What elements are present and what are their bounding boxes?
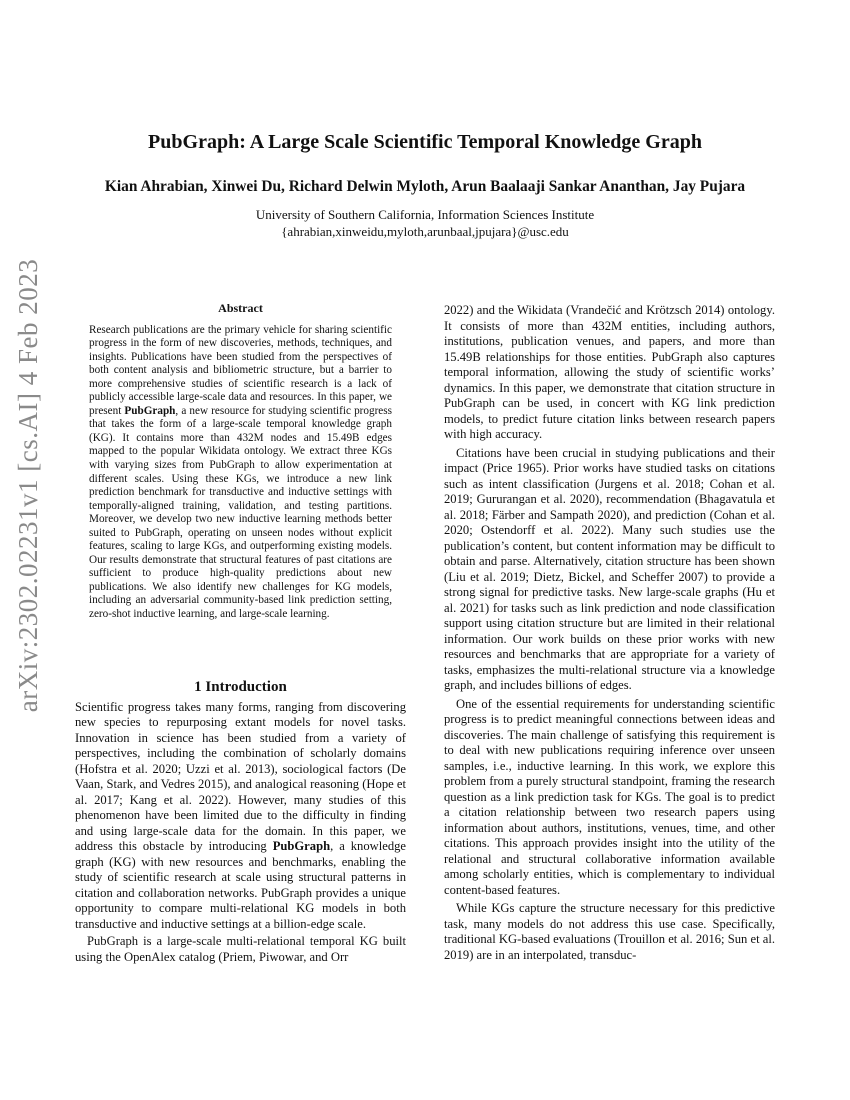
pubgraph-name: PubGraph xyxy=(124,404,176,417)
arxiv-identifier xyxy=(4,258,54,712)
right-paragraph-2: Citations have been crucial in studying publications and their impact (Price 1965). Prior works have studied tasks on citations such as intent classification (Jurgens et al. 2018; Cohan et al. 2019; Gururangan et al. 2020), recommendation (Bhagavatula et al. 2018; Färber and Sampath 2020), and prediction (Cohan et al. 2020; Ostendorff et al. 2022). Many such studies use the publication’s content, but content information may be difficult to obtain and parse. Alternatively, citation structure has been shown (Liu et al. 2019; Dietz, Bickel, and Scheffer 2007) to provide a strong signal for predictive tasks. New large-scale graphs (Hu et al. 2021) for tasks such as link prediction and node classification support using citation structure but are limited in their relational information. Our work builds on these prior works with new resources and benchmarks that are appropriate for a variety of tasks, emphasizes the multi-relational structure via a knowledge graph, and includes billions of edges. xyxy=(444,445,775,692)
right-column xyxy=(444,303,775,963)
affiliation-block xyxy=(75,206,775,240)
right-paragraph-4: While KGs capture the structure necessary for this predictive task, many models do not address this use case. Specifically, traditional KG-based evaluations (Trouillon et al. 2016; Sun et al. 2019) are in an interpolated, transduc- xyxy=(444,901,775,962)
abstract-paragraph: Research publications are the primary vehicle for sharing scientific progress in the form of new discoveries, methods, techniques, and insights. Publications have been studied from the perspectives of both content analysis and bibliometric structure, but a barrier to more comprehensive studies of scientific research is a lack of publicly accessible large-scale data and resources. In this paper, we present PubGraph, a new resource for studying scientific progress that takes the form of a large-scale temporal knowledge graph (KG). It contains more than 432M nodes and 15.49B edges mapped to the popular Wikidata ontology. We extract three KGs with varying sizes from PubGraph to allow experimentation at different scales. Using these KGs, we introduce a new link prediction benchmark for transductive and inductive settings with temporally-aligned training, validation, and testing partitions. Moreover, we develop two new inductive learning methods better suited to PubGraph, operating on unseen nodes without explicit features, scaling to large KGs, and outperforming existing models. Our results demonstrate that structural features of past citations are sufficient to produce high-quality predictions about new publications. We also identify new challenges for KG models, including an adversarial community-based link prediction setting, zero-shot inductive learning, and large-scale learning. xyxy=(89,323,392,621)
intro-paragraph-2: PubGraph is a large-scale multi-relational temporal KG built using the OpenAlex catalog (Priem, Piwowar, and Orr xyxy=(75,934,406,964)
affiliation: University of Southern California, Information Sciences Institute xyxy=(255,207,595,222)
right-paragraph-1: 2022) and the Wikidata (Vrandečić and Krötzsch 2014) ontology. It consists of more than 432M entities, including authors, institutions, publication venues, and papers, and more than 15.49B relationships for those entities. PubGraph also captures temporal information, allowing the study of scientific works’ dynamics. In this paper, we demonstrate that citation structure in PubGraph can be used, in concert with KG link prediction models, to predict future citation links between research papers with high accuracy. xyxy=(444,303,775,441)
section-heading-introduction: 1 Introduction xyxy=(194,679,287,695)
author-emails: {ahrabian,xinweidu,myloth,arunbaal,jpujara}@usc.edu xyxy=(281,224,569,239)
right-paragraph-3: One of the essential requirements for understanding scientific progress is to predict meaningful connections between ideas and discoveries. The main challenge of satisfying this requirement is to deal with new publications requiring inference over unseen samples, i.e., inductive learning. In this work, we explore this problem from a purely structural standpoint, framing the research question as a link prediction task for KGs. The goal is to predict a citation relationship between two research papers using information about authors, institutions, venues, time, and other citations. This approach provides insight into the utility of the relational and structural collaborative information available among scholarly entities, which is complementary to individual content-based features. xyxy=(444,696,775,897)
author-list: Kian Ahrabian, Xinwei Du, Richard Delwin Myloth, Arun Baalaaji Sankar Ananthan, Jay Pujara xyxy=(104,178,746,195)
pubgraph-name: PubGraph xyxy=(272,839,331,853)
intro-paragraph-1: Scientific progress takes many forms, ranging from discovering new species to repurposing extant models for novel tasks. Innovation in science has been studied from a variety of perspectives, including the combination of scholarly domains (Hofstra et al. 2020; Uzzi et al. 2013), sociological factors (De Vaan, Stark, and Vedres 2015), and analogical reasoning (Hope et al. 2017; Kang et al. 2022). However, many studies of this phenomenon have been limited due to the difficulty in finding and using large-scale data for the domain. In this paper, we address this obstacle by introducing PubGraph, a knowledge graph (KG) with new resources and benchmarks, enabling the study of scientific research at scale using structural patterns in citation and collaboration networks. PubGraph provides a unique opportunity to compare multi-relational KG models in both transductive and inductive settings at a billion-edge scale. xyxy=(75,699,407,931)
paper-title: PubGraph: A Large Scale Scientific Temporal Knowledge Graph xyxy=(148,131,702,153)
arxiv-identifier-text: arXiv:2302.02231v1 [cs.AI] 4 Feb 2023 xyxy=(13,258,44,712)
introduction-section xyxy=(75,680,406,965)
abstract-section xyxy=(89,302,392,622)
abstract-heading: Abstract xyxy=(218,301,263,315)
